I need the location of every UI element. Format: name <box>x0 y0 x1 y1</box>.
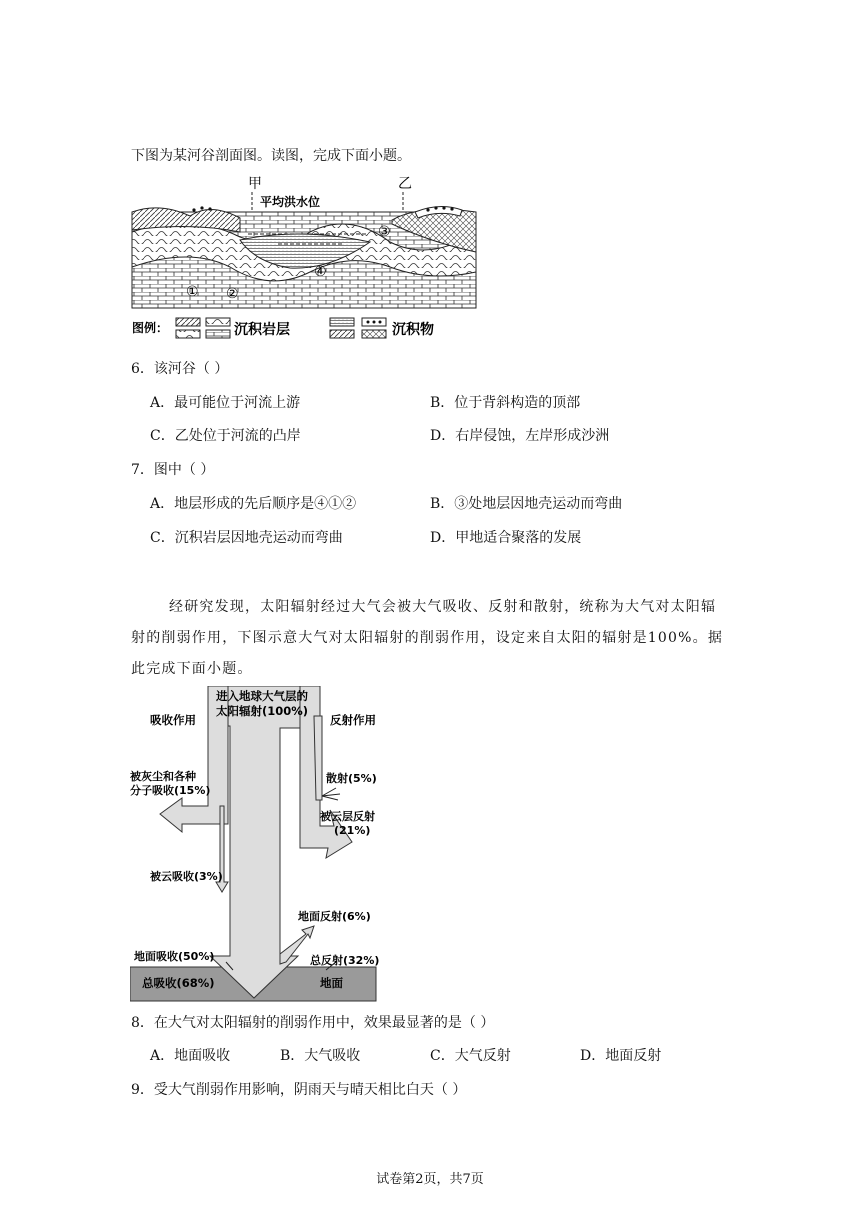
marker-4: ④ <box>314 264 327 280</box>
q8-stem: 8．在大气对太阳辐射的削弱作用中，效果最显著的是（ ） <box>131 1015 495 1031</box>
incoming-label-2: 太阳辐射(100%) <box>216 704 309 718</box>
marker-1: ① <box>186 284 199 300</box>
reflect-label: 反射作用 <box>330 713 376 727</box>
ground-reflect-label: 地面反射(6%) <box>298 910 371 923</box>
cloud-reflect-label-1: 被云层反射 <box>320 810 375 823</box>
cloud-reflect-label-2: (21%) <box>334 824 371 837</box>
page-footer: 试卷第2页，共7页 <box>376 1172 484 1187</box>
flood-level-label: 平均洪水位 <box>260 195 321 209</box>
intro-text-1: 下图为某河谷剖面图。读图，完成下面小题。 <box>131 148 411 164</box>
q7-option-d: D．甲地适合聚落的发展 <box>430 530 582 546</box>
q8-option-b: B．大气吸收 <box>280 1048 361 1064</box>
q6-option-b: B．位于背斜构造的顶部 <box>430 395 581 411</box>
legend-title: 图例： <box>132 321 169 335</box>
river-valley-figure <box>130 172 480 342</box>
q7-option-a: A．地层形成的先后顺序是④①② <box>150 496 357 512</box>
q7-option-c: C．沉积岩层因地壳运动而弯曲 <box>150 530 343 546</box>
dust-absorb-label-1: 被灰尘和各种 <box>130 770 196 783</box>
q8-option-c: C．大气反射 <box>430 1048 511 1064</box>
scatter-label: 散射(5%) <box>326 772 377 785</box>
total-reflect-label: 总反射(32%) <box>310 954 380 967</box>
marker-3: ③ <box>378 224 391 240</box>
q8-option-d: D．地面反射 <box>580 1048 662 1064</box>
cloud-absorb-label: 被云吸收(3%) <box>150 870 223 883</box>
legend-sediment: 沉积物 <box>392 322 434 338</box>
incoming-label-1: 进入地球大气层的 <box>216 689 308 703</box>
q6-option-a: A．最可能位于河流上游 <box>150 395 301 411</box>
q7-option-b: B．③处地层因地壳运动而弯曲 <box>430 496 623 512</box>
label-jia: 甲 <box>248 176 262 192</box>
dust-absorb-label-2: 分子吸收(15%) <box>130 784 211 797</box>
q6-option-d: D．右岸侵蚀，左岸形成沙洲 <box>430 428 610 444</box>
ground-label: 地面 <box>320 976 343 990</box>
q8-option-a: A．地面吸收 <box>150 1048 231 1064</box>
q6-stem: 6．该河谷（ ） <box>131 361 229 377</box>
intro-text-2: 经研究发现，太阳辐射经过大气会被大气吸收、反射和散射，统称为大气对太阳辐射的削弱作用，下图示意大气对太阳辐射的削弱作用，设定来自太阳的辐射是100%。据此完成下面小题。 <box>131 599 724 677</box>
label-yi: 乙 <box>398 176 412 192</box>
solar-radiation-figure <box>130 686 380 1004</box>
absorb-label: 吸收作用 <box>150 713 196 727</box>
q7-stem: 7．图中（ ） <box>131 462 215 478</box>
total-absorb-label: 总吸收(68%) <box>142 976 215 990</box>
legend-sedimentary-rock: 沉积岩层 <box>234 322 290 338</box>
marker-2: ② <box>226 286 239 302</box>
ground-absorb-label: 地面吸收(50%) <box>134 950 215 963</box>
q9-stem: 9．受大气削弱作用影响，阴雨天与晴天相比白天（ ） <box>131 1082 467 1098</box>
q6-option-c: C．乙处位于河流的凸岸 <box>150 428 301 444</box>
